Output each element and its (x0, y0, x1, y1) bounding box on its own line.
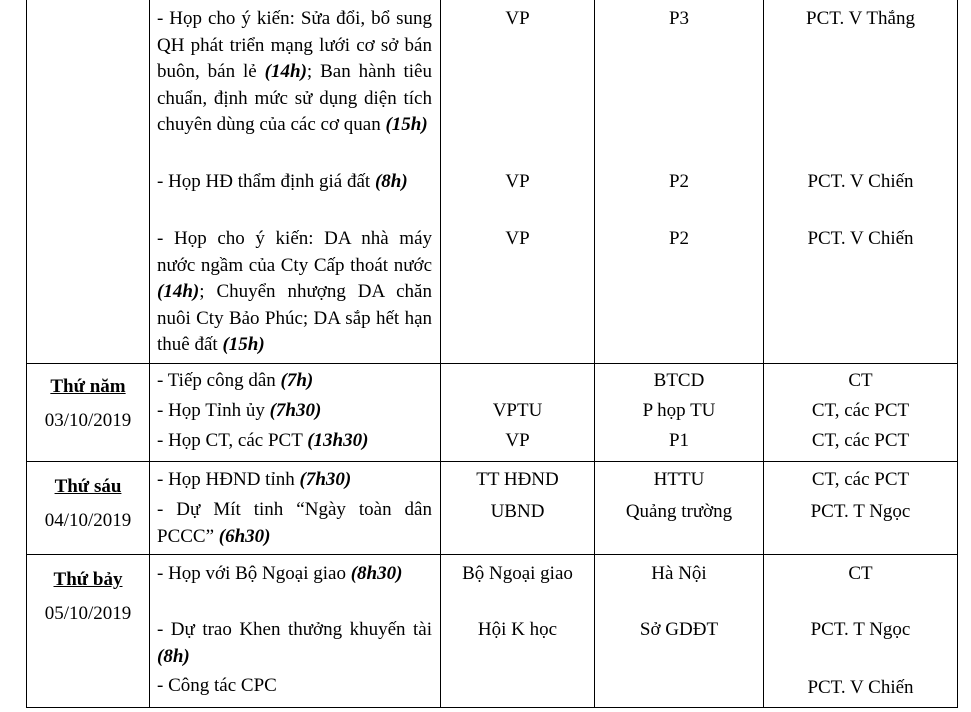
table-row (157, 467, 437, 494)
row-divider (26, 363, 958, 364)
attendee-cell: PCT. T Ngọc (810, 619, 911, 640)
item-text: ; Chuyển nhượng DA chăn nuôi Cty Bảo Phúc; DA sắp hết hạn thuê đất (157, 281, 432, 355)
attendee-cell: CT (848, 370, 873, 391)
column-divider (594, 0, 595, 708)
prep-cell: UBND (490, 501, 545, 522)
place-cell: Quảng trường (625, 501, 733, 522)
place-cell: Hà Nội (651, 563, 707, 584)
table-border-bottom (26, 707, 958, 708)
prep-cell: VP (505, 171, 530, 192)
item-text: - Họp với Bộ Ngoại giao (157, 563, 351, 584)
column-divider (440, 0, 441, 708)
place-cell: P1 (668, 430, 690, 451)
item-time: (15h) (385, 114, 428, 135)
table-row (157, 673, 437, 700)
attendee-cell: PCT. V Chiến (807, 171, 914, 192)
table-border-right (957, 0, 958, 708)
table-row (157, 6, 432, 139)
item-text: - Họp cho ý kiến: Sửa đổi, bổ sung QH phát triển mạng lưới cơ sở bán buôn, bán lẻ (157, 8, 432, 82)
item-text: - Họp Tỉnh ủy (157, 400, 270, 421)
schedule-table (26, 0, 958, 708)
prep-cell: VP (505, 430, 530, 451)
day-label: Thứ sáu (54, 476, 122, 497)
prep-cell: VP (505, 8, 530, 29)
attendee-cell: PCT. V Thắng (806, 8, 915, 29)
prep-cell: TT HĐND (476, 469, 559, 490)
item-time: (7h30) (269, 400, 322, 421)
column-divider (149, 0, 150, 708)
item-text: - Tiếp công dân (157, 370, 281, 391)
item-time: (6h30) (218, 525, 271, 547)
place-cell: BTCD (653, 370, 705, 391)
row-divider (26, 461, 958, 462)
day-label: Thứ bảy (53, 569, 123, 590)
attendee-cell: PCT. V Chiến (807, 228, 914, 249)
item-text: - Công tác CPC (157, 675, 277, 696)
item-text: - Dự Mít tinh “Ngày toàn dân PCCC” (157, 499, 432, 547)
item-time: (14h) (157, 281, 200, 302)
item-text: - Họp HĐ thẩm định giá đất (157, 171, 375, 192)
attendee-cell: PCT. T Ngọc (810, 501, 911, 522)
attendee-cell: CT, các PCT (811, 430, 910, 451)
prep-cell: VP (505, 228, 530, 249)
table-row (157, 226, 432, 359)
row-divider (26, 554, 958, 555)
table-row (157, 428, 437, 455)
day-date: 05/10/2019 (44, 603, 132, 624)
table-row (157, 368, 437, 395)
day-date: 04/10/2019 (44, 510, 132, 531)
item-time: (7h) (280, 370, 314, 391)
prep-cell: Bộ Ngoại giao (462, 563, 573, 584)
item-time: (8h30) (350, 563, 403, 584)
item-time: (8h) (374, 171, 408, 192)
item-text: - Họp cho ý kiến: DA nhà máy nước ngầm của Cty Cấp thoát nước (157, 228, 432, 276)
attendee-cell: CT (848, 563, 873, 584)
table-row (157, 497, 432, 550)
place-cell: HTTU (653, 469, 705, 490)
item-time: (8h) (157, 645, 190, 667)
place-cell: P2 (668, 228, 690, 249)
item-text: - Họp CT, các PCT (157, 430, 308, 451)
prep-cell: Hội K học (477, 619, 558, 640)
item-time: (14h) (264, 61, 307, 82)
day-label: Thứ năm (50, 376, 126, 397)
place-cell: Sở GDĐT (639, 619, 719, 640)
attendee-cell: PCT. V Chiến (807, 677, 914, 698)
attendee-cell: CT, các PCT (811, 469, 910, 490)
table-row (157, 169, 432, 196)
table-row (157, 617, 432, 670)
place-cell: P họp TU (642, 400, 716, 421)
item-time: (13h30) (307, 430, 369, 451)
place-cell: P2 (668, 171, 690, 192)
prep-cell: VPTU (492, 400, 543, 421)
day-date: 03/10/2019 (44, 410, 132, 431)
column-divider (763, 0, 764, 708)
place-cell: P3 (668, 8, 690, 29)
item-text: - Dự trao Khen thưởng khuyến tài (157, 619, 432, 640)
item-time: (7h30) (299, 469, 352, 490)
attendee-cell: CT, các PCT (811, 400, 910, 421)
item-time: (15h) (222, 334, 265, 355)
table-row (157, 398, 437, 425)
item-text: ; Ban hành tiêu chuẩn, định mức sử dụng diện tích chuyên dùng của các cơ quan (157, 61, 432, 135)
table-row (157, 561, 432, 588)
item-text: - Họp HĐND tỉnh (157, 469, 300, 490)
